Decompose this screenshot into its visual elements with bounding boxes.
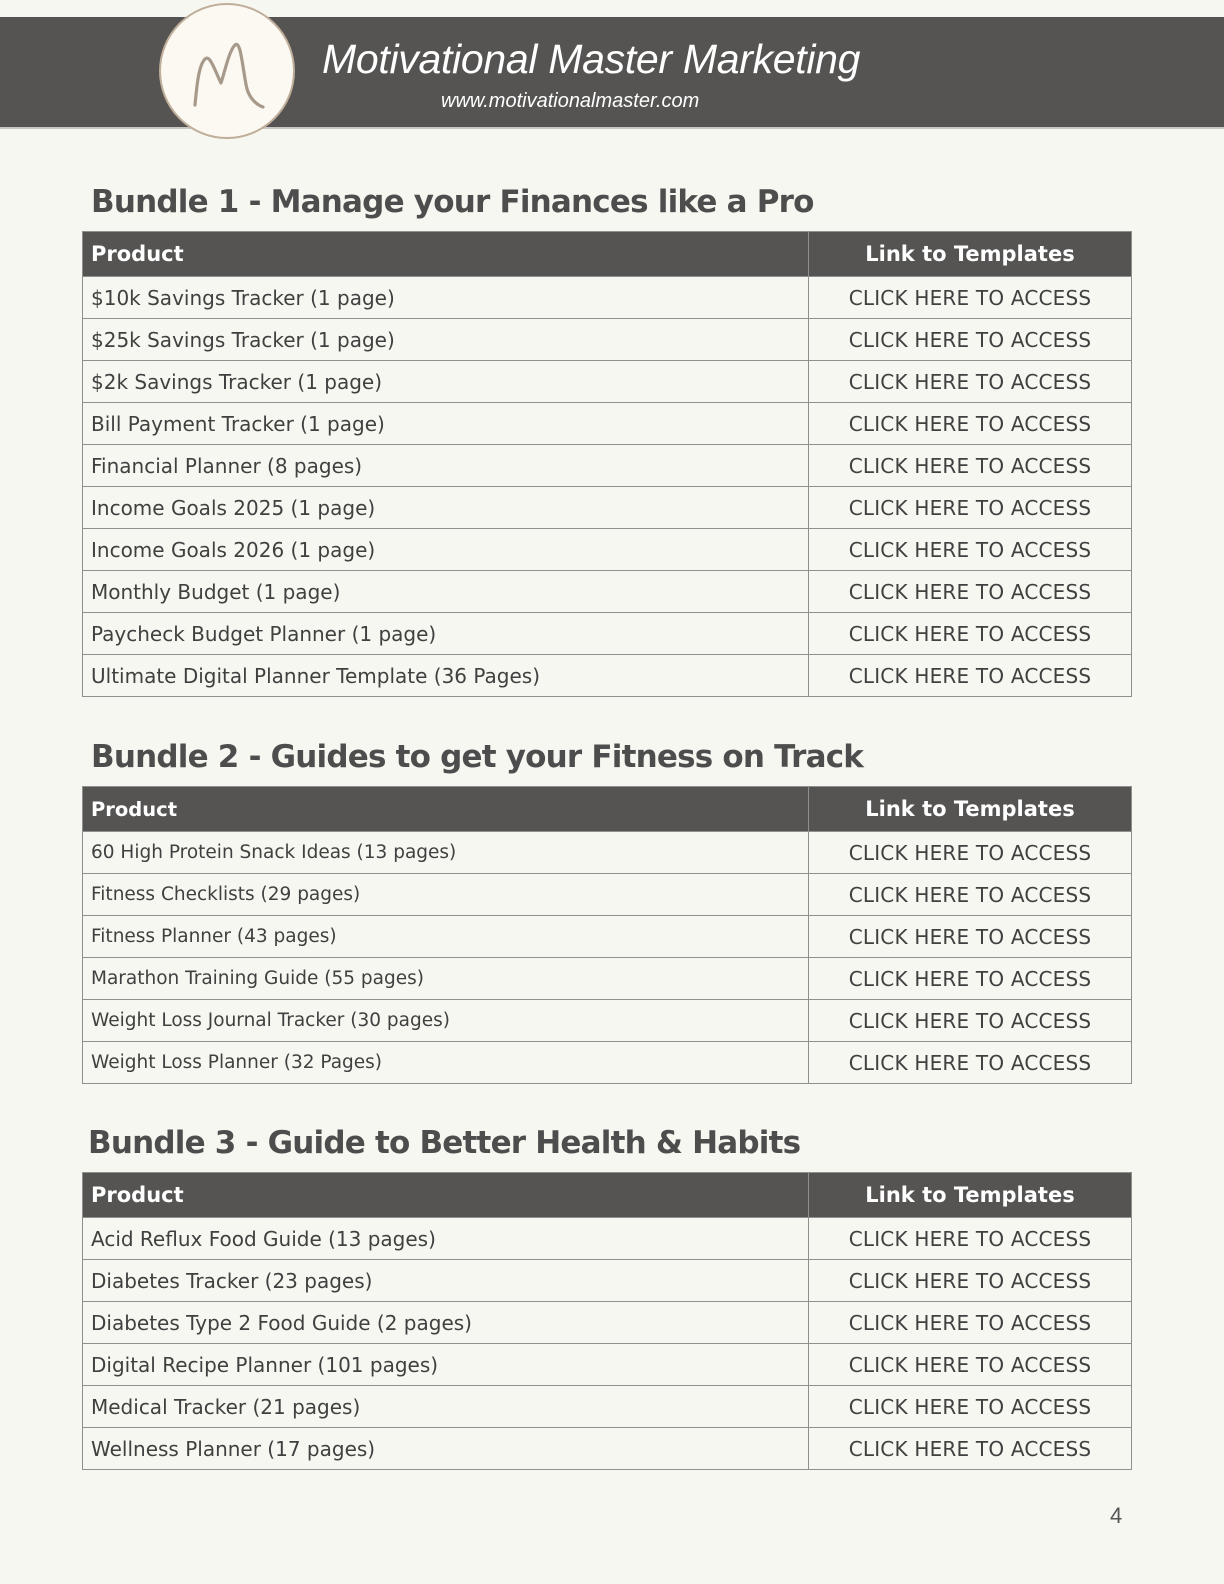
bundle-1-table [82, 231, 1132, 697]
table-row [83, 1042, 1132, 1084]
access-link[interactable]: CLICK HERE TO ACCESS [809, 832, 1132, 874]
access-link[interactable]: CLICK HERE TO ACCESS [809, 1344, 1132, 1386]
product-name: Ultimate Digital Planner Template (36 Pages) [83, 655, 809, 697]
access-link[interactable]: CLICK HERE TO ACCESS [809, 916, 1132, 958]
table-header-row [83, 1173, 1132, 1218]
access-link[interactable]: CLICK HERE TO ACCESS [809, 1000, 1132, 1042]
table-row [83, 445, 1132, 487]
bundle-2-heading: Bundle 2 - Guides to get your Fitness on Track [91, 739, 864, 775]
product-name: 60 High Protein Snack Ideas (13 pages) [83, 832, 809, 874]
product-name: $2k Savings Tracker (1 page) [83, 361, 809, 403]
table-row [83, 958, 1132, 1000]
product-name: $10k Savings Tracker (1 page) [83, 277, 809, 319]
table-row [83, 1344, 1132, 1386]
column-header-link: Link to Templates [809, 787, 1132, 832]
product-name: Bill Payment Tracker (1 page) [83, 403, 809, 445]
product-name: Diabetes Tracker (23 pages) [83, 1260, 809, 1302]
access-link[interactable]: CLICK HERE TO ACCESS [809, 1042, 1132, 1084]
column-header-link: Link to Templates [809, 1173, 1132, 1218]
product-name: Diabetes Type 2 Food Guide (2 pages) [83, 1302, 809, 1344]
access-link[interactable]: CLICK HERE TO ACCESS [809, 529, 1132, 571]
product-name: Marathon Training Guide (55 pages) [83, 958, 809, 1000]
table-header-row [83, 232, 1132, 277]
access-link[interactable]: CLICK HERE TO ACCESS [809, 403, 1132, 445]
access-link[interactable]: CLICK HERE TO ACCESS [809, 655, 1132, 697]
table-row [83, 571, 1132, 613]
table-row [83, 655, 1132, 697]
table-row [83, 529, 1132, 571]
access-link[interactable]: CLICK HERE TO ACCESS [809, 277, 1132, 319]
logo [159, 3, 295, 139]
bundle-3-heading: Bundle 3 - Guide to Better Health & Habits [88, 1125, 801, 1161]
access-link[interactable]: CLICK HERE TO ACCESS [809, 571, 1132, 613]
access-link[interactable]: CLICK HERE TO ACCESS [809, 445, 1132, 487]
product-name: Income Goals 2025 (1 page) [83, 487, 809, 529]
table-row [83, 1428, 1132, 1470]
access-link[interactable]: CLICK HERE TO ACCESS [809, 487, 1132, 529]
table-header-row [83, 787, 1132, 832]
table-row [83, 277, 1132, 319]
page-number: 4 [1110, 1503, 1123, 1528]
column-header-product: Product [83, 232, 809, 277]
product-name: $25k Savings Tracker (1 page) [83, 319, 809, 361]
access-link[interactable]: CLICK HERE TO ACCESS [809, 958, 1132, 1000]
brand-title: Motivational Master Marketing [322, 36, 861, 82]
table-row [83, 1000, 1132, 1042]
table-row [83, 319, 1132, 361]
access-link[interactable]: CLICK HERE TO ACCESS [809, 319, 1132, 361]
product-name: Fitness Planner (43 pages) [83, 916, 809, 958]
access-link[interactable]: CLICK HERE TO ACCESS [809, 1260, 1132, 1302]
product-name: Monthly Budget (1 page) [83, 571, 809, 613]
product-name: Paycheck Budget Planner (1 page) [83, 613, 809, 655]
column-header-product: Product [83, 1173, 809, 1218]
table-row [83, 1260, 1132, 1302]
product-name: Wellness Planner (17 pages) [83, 1428, 809, 1470]
access-link[interactable]: CLICK HERE TO ACCESS [809, 1218, 1132, 1260]
table-row [83, 613, 1132, 655]
table-row [83, 1302, 1132, 1344]
bundle-1-heading: Bundle 1 - Manage your Finances like a Pro [91, 184, 814, 220]
table-row [83, 832, 1132, 874]
product-name: Digital Recipe Planner (101 pages) [83, 1344, 809, 1386]
product-name: Financial Planner (8 pages) [83, 445, 809, 487]
bundle-3-table [82, 1172, 1132, 1470]
table-row [83, 403, 1132, 445]
access-link[interactable]: CLICK HERE TO ACCESS [809, 361, 1132, 403]
table-row [83, 1218, 1132, 1260]
product-name: Fitness Checklists (29 pages) [83, 874, 809, 916]
table-row [83, 874, 1132, 916]
column-header-product: Product [83, 787, 809, 832]
m-monogram-icon [179, 23, 279, 123]
brand-url[interactable]: www.motivationalmaster.com [441, 90, 700, 112]
bundle-2-table [82, 786, 1132, 1084]
product-name: Weight Loss Planner (32 Pages) [83, 1042, 809, 1084]
table-row [83, 487, 1132, 529]
access-link[interactable]: CLICK HERE TO ACCESS [809, 874, 1132, 916]
access-link[interactable]: CLICK HERE TO ACCESS [809, 1302, 1132, 1344]
product-name: Income Goals 2026 (1 page) [83, 529, 809, 571]
access-link[interactable]: CLICK HERE TO ACCESS [809, 1386, 1132, 1428]
table-row [83, 361, 1132, 403]
table-row [83, 916, 1132, 958]
product-name: Weight Loss Journal Tracker (30 pages) [83, 1000, 809, 1042]
product-name: Acid Reflux Food Guide (13 pages) [83, 1218, 809, 1260]
table-row [83, 1386, 1132, 1428]
access-link[interactable]: CLICK HERE TO ACCESS [809, 613, 1132, 655]
product-name: Medical Tracker (21 pages) [83, 1386, 809, 1428]
column-header-link: Link to Templates [809, 232, 1132, 277]
access-link[interactable]: CLICK HERE TO ACCESS [809, 1428, 1132, 1470]
